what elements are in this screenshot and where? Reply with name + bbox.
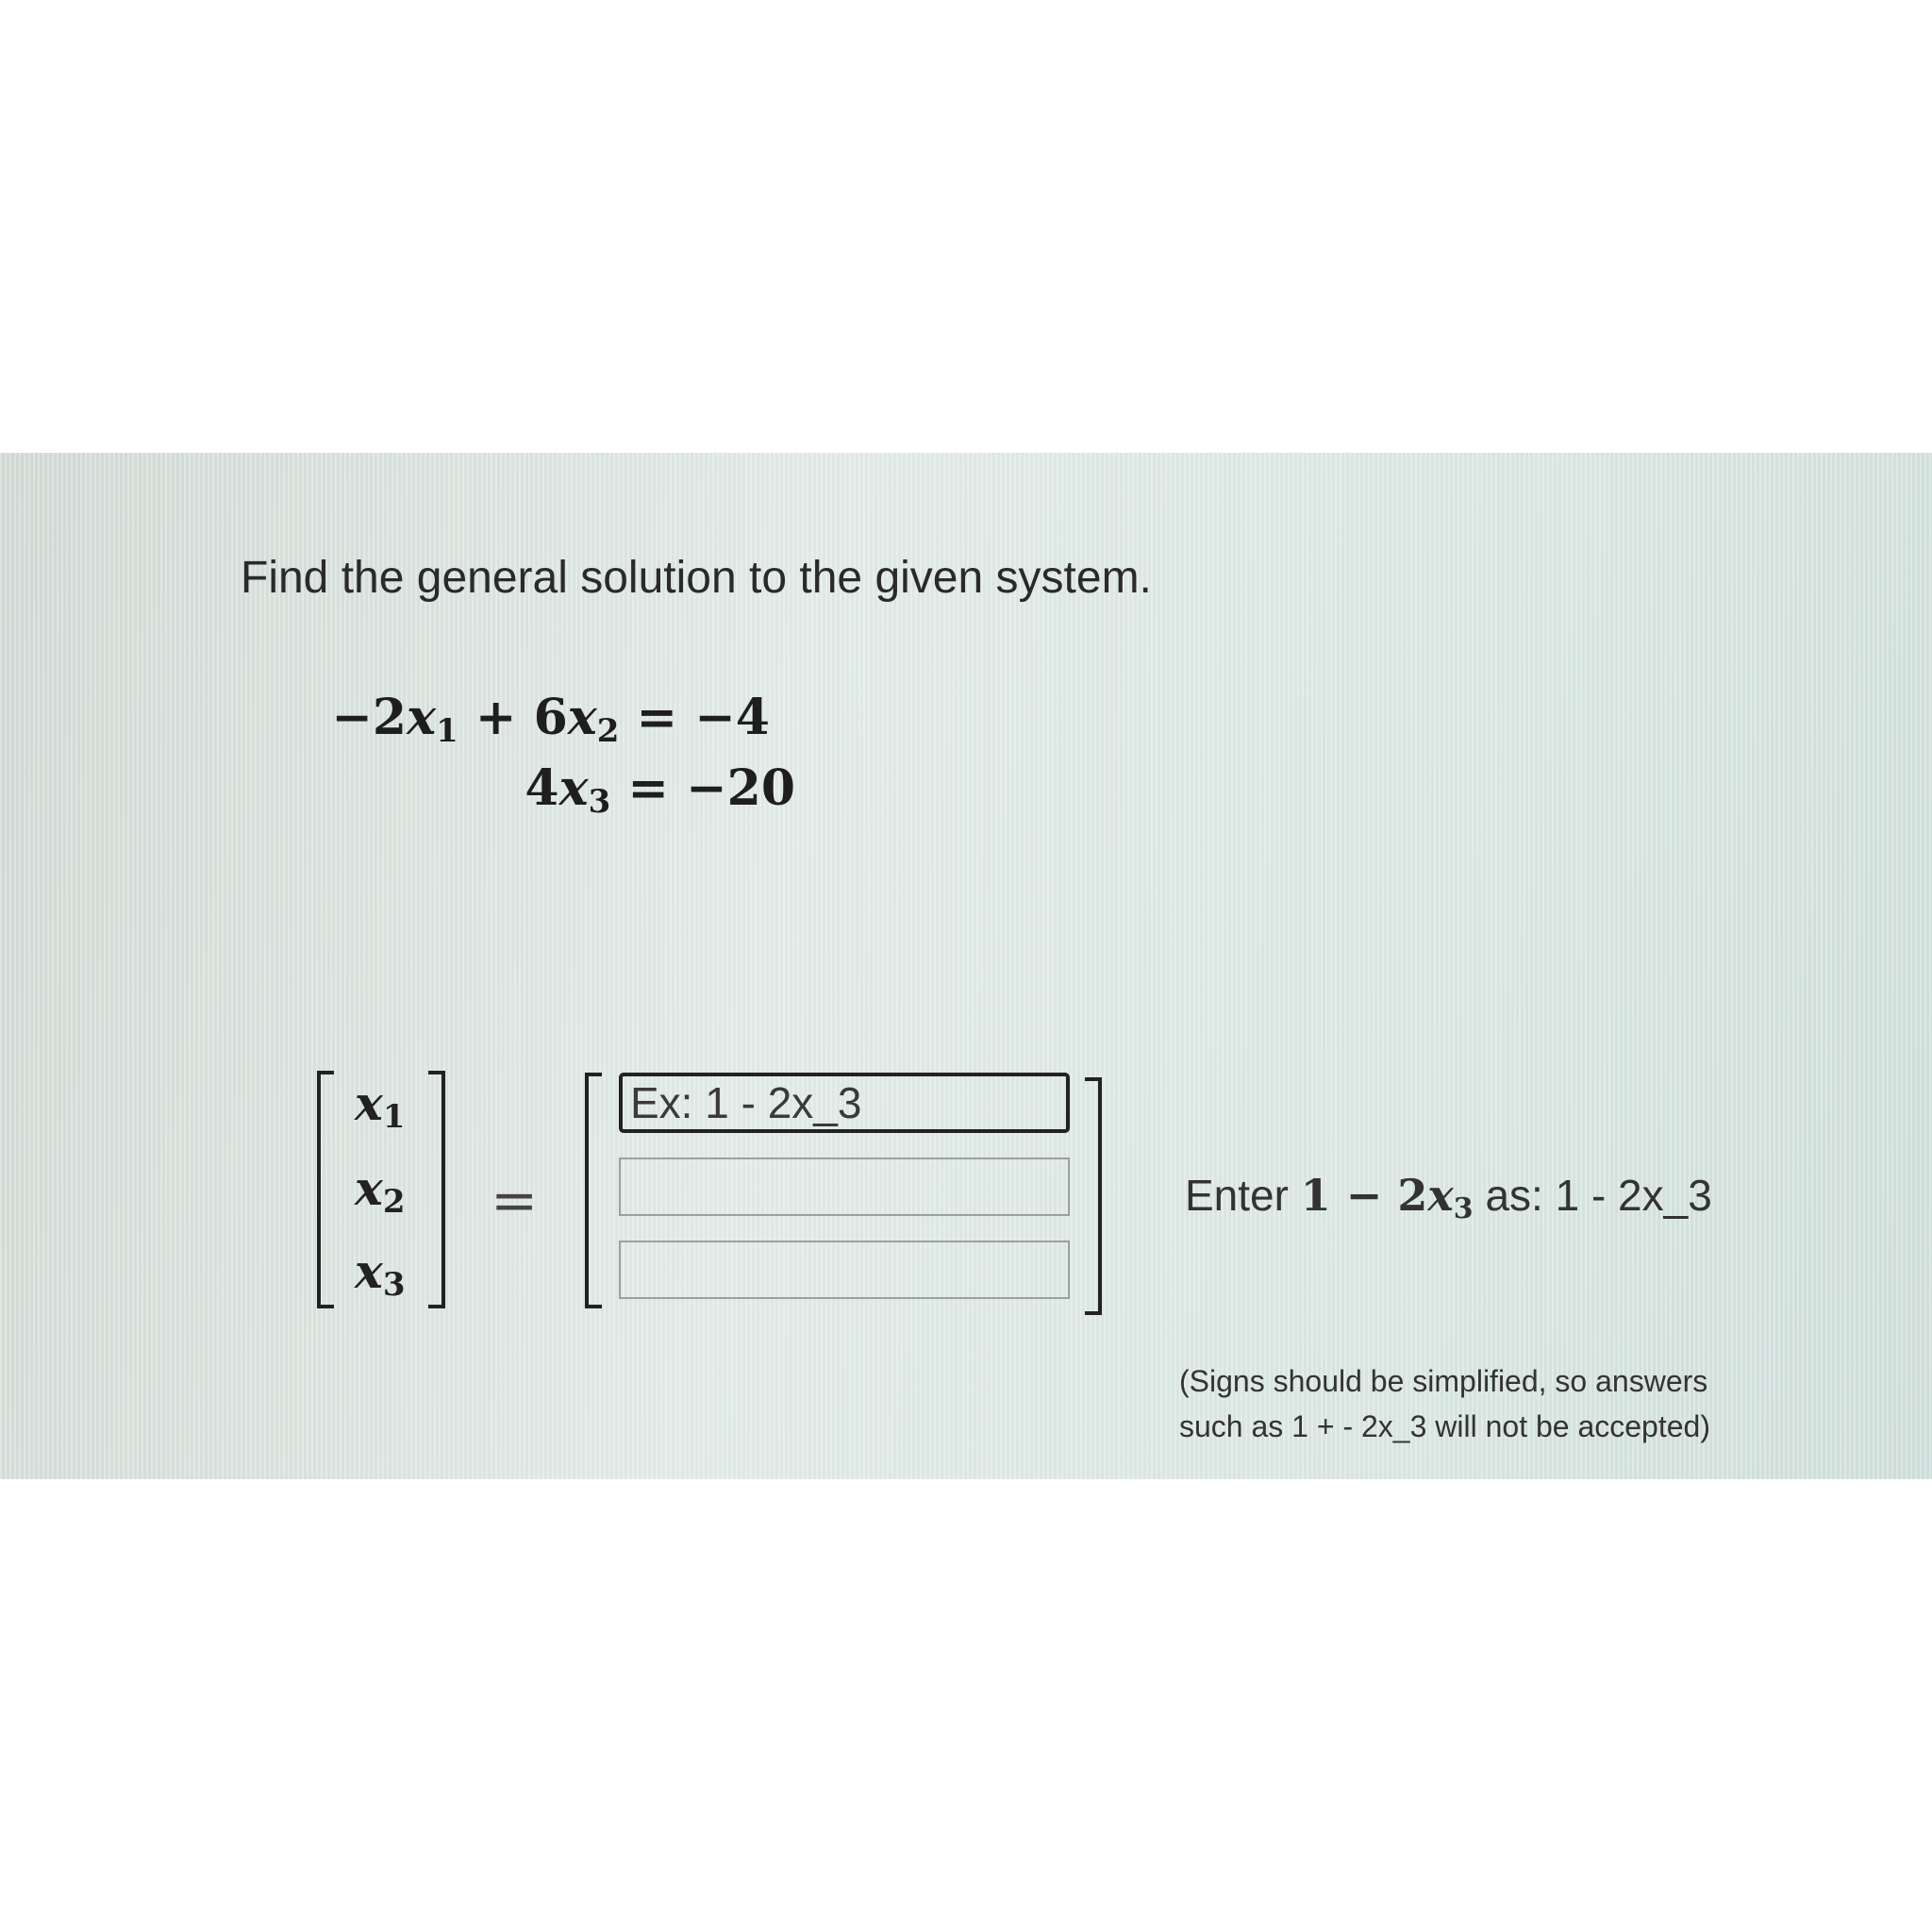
var: x [355, 1160, 383, 1216]
answer-input-x1[interactable] [619, 1073, 1070, 1133]
coef: 4 [525, 759, 559, 817]
question-panel [0, 453, 1932, 1479]
sub: 3 [588, 783, 611, 821]
var: x [355, 1075, 383, 1131]
equation-2 [525, 759, 795, 821]
input-format-hint [1185, 1170, 1712, 1225]
vector-entry-x3 [355, 1243, 405, 1304]
coef: −2 [331, 689, 408, 746]
left-vector-bracket-open [317, 1071, 334, 1308]
answer-input-x3[interactable] [619, 1241, 1070, 1299]
simplification-note [1179, 1358, 1710, 1449]
hint-prefix: Enter [1185, 1171, 1289, 1220]
equals: = [636, 689, 678, 746]
sub: 1 [436, 712, 458, 750]
var: x [355, 1243, 383, 1299]
hint-sub: 3 [1453, 1192, 1474, 1225]
answer-bracket-close [1085, 1077, 1102, 1315]
var: x [407, 689, 437, 746]
sub: 1 [382, 1098, 406, 1136]
equation-1 [331, 689, 770, 750]
vector-entry-x1 [355, 1075, 405, 1136]
question-text: Find the general solution to the given system. [241, 553, 1152, 603]
hint-minus: − [1345, 1170, 1383, 1221]
hint-const: 1 [1300, 1170, 1331, 1221]
answer-bracket-open [585, 1073, 602, 1308]
operator: + [475, 689, 517, 746]
answer-input-x2[interactable] [619, 1158, 1070, 1216]
coef: 6 [533, 689, 568, 746]
var: x [558, 759, 589, 817]
hint-var: x [1427, 1170, 1454, 1221]
sub: 2 [382, 1183, 406, 1221]
note-line-1: (Signs should be simplified, so answers [1179, 1364, 1708, 1398]
left-vector-bracket-close [428, 1071, 445, 1308]
vector-entry-x2 [355, 1160, 405, 1221]
hint-coef: 2 [1397, 1170, 1428, 1221]
note-line-2: such as 1 + - 2x_3 will not be accepted) [1179, 1409, 1710, 1443]
hint-math [1300, 1170, 1474, 1225]
sub: 2 [596, 712, 620, 750]
vector-equals-sign: = [491, 1168, 539, 1234]
equals: = [627, 759, 669, 817]
rhs: −20 [686, 759, 795, 817]
rhs: −4 [694, 689, 770, 746]
var: x [567, 689, 597, 746]
sub: 3 [382, 1266, 406, 1304]
hint-suffix: as: 1 - 2x_3 [1485, 1171, 1712, 1220]
